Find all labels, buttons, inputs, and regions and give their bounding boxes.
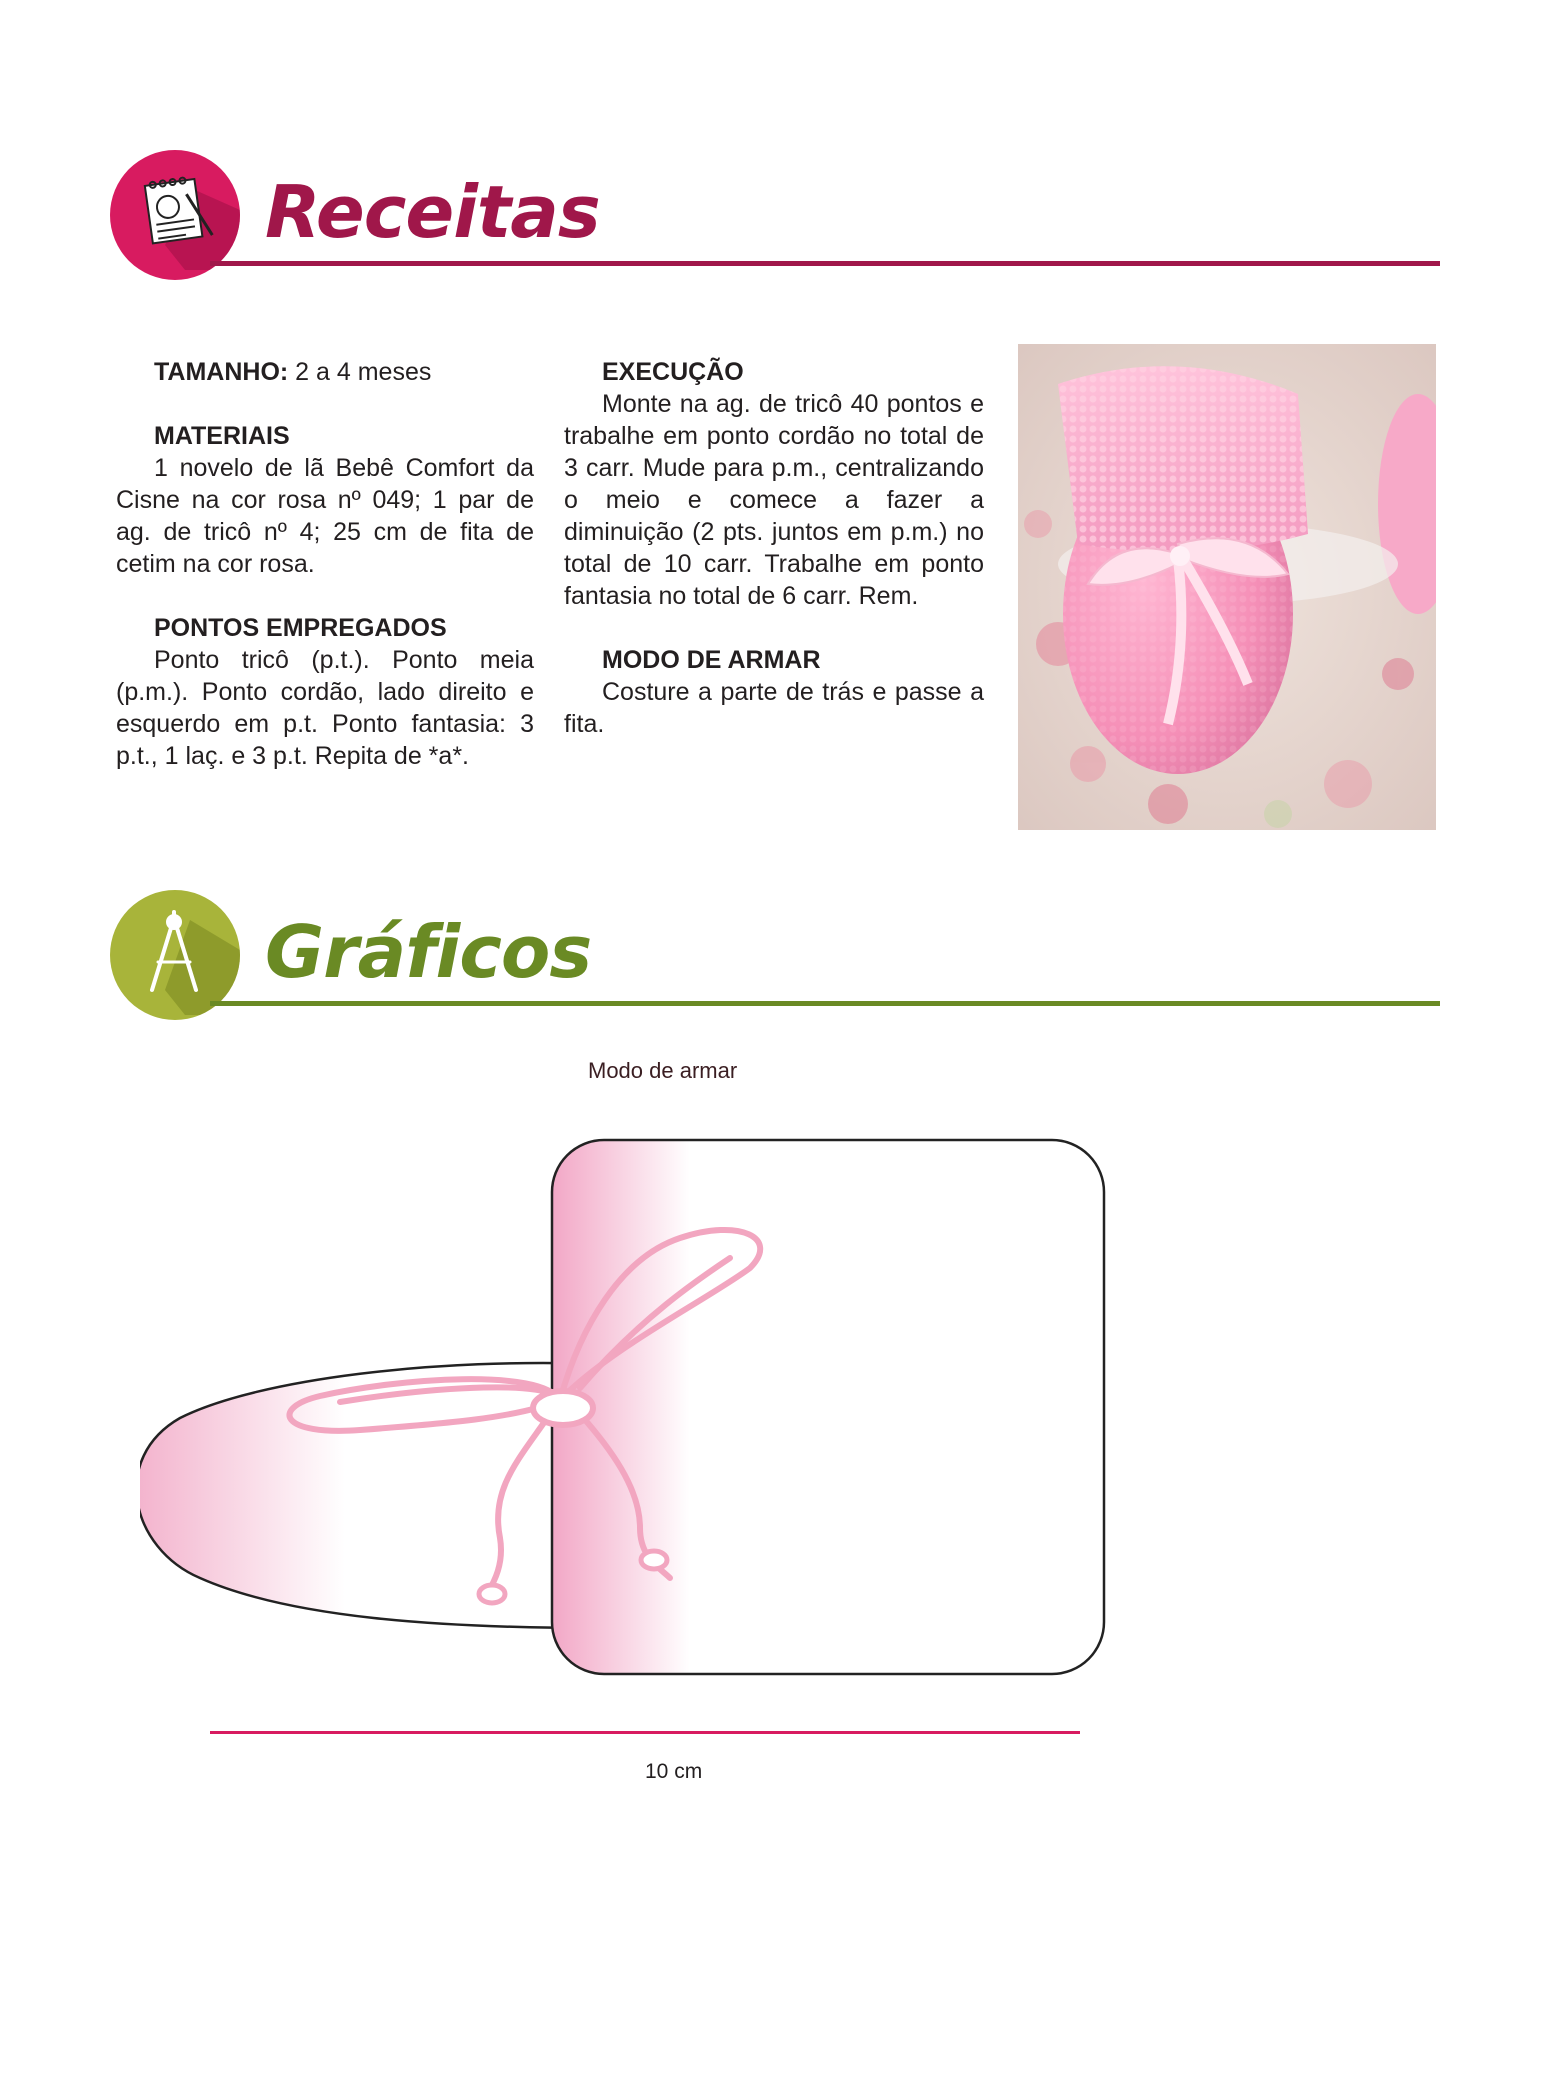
measure-line <box>210 1731 1080 1734</box>
modo-text: Costure a parte de trás e passe a fita. <box>564 678 984 738</box>
graficos-header <box>110 890 1440 1030</box>
execucao-heading: EXECUÇÃO <box>602 358 744 386</box>
ribbon-tip-right <box>641 1551 667 1569</box>
recipe-column-left <box>116 356 534 772</box>
tamanho-line <box>116 356 534 388</box>
receitas-header <box>110 150 1440 290</box>
materiais-heading: MATERIAIS <box>154 422 290 450</box>
pontos-heading: PONTOS EMPREGADOS <box>154 614 447 642</box>
bootie-photo <box>1018 344 1436 830</box>
diagram-title: Modo de armar <box>588 1058 738 1083</box>
ribbon-knot <box>533 1391 593 1425</box>
recipe-column-right <box>564 356 984 740</box>
tamanho-value: 2 a 4 meses <box>288 358 432 386</box>
execucao-text: Monte na ag. de tricô 40 pontos e trabalhe em ponto cordão no total de 3 carr. Mude para p.m., centralizando o meio e comece a fazer a diminuição (2 pts. juntos em p.m.) no total de 10 carr. Trabalhe em ponto fantasia no total de 6 carr. Rem. <box>564 390 984 610</box>
pontos-text: Ponto tricô (p.t.). Ponto meia (p.m.). Ponto cordão, lado direito e esquerdo em p.t. Ponto fantasia: 3 p.t., 1 laç. e 3 p.t. Repita de *a*. <box>116 646 534 770</box>
section-rule <box>210 1001 1440 1006</box>
tamanho-label: TAMANHO: <box>154 358 289 386</box>
section-title-graficos: Gráficos <box>265 910 592 994</box>
bootie-cuff-shape <box>552 1140 1104 1674</box>
bootie-toe-shape <box>140 1363 600 1628</box>
materiais-text: 1 novelo de lã Bebê Comfort da Cisne na cor rosa nº 049; 1 par de ag. de tricô nº 4; 25 cm de fita de cetim na cor rosa. <box>116 454 534 578</box>
assembly-diagram <box>140 1128 1130 1693</box>
section-rule <box>210 261 1440 266</box>
modo-heading: MODO DE ARMAR <box>602 646 821 674</box>
ribbon-tip-left <box>479 1585 505 1603</box>
section-title-receitas: Receitas <box>265 170 600 254</box>
measure-label: 10 cm <box>645 1760 703 1783</box>
